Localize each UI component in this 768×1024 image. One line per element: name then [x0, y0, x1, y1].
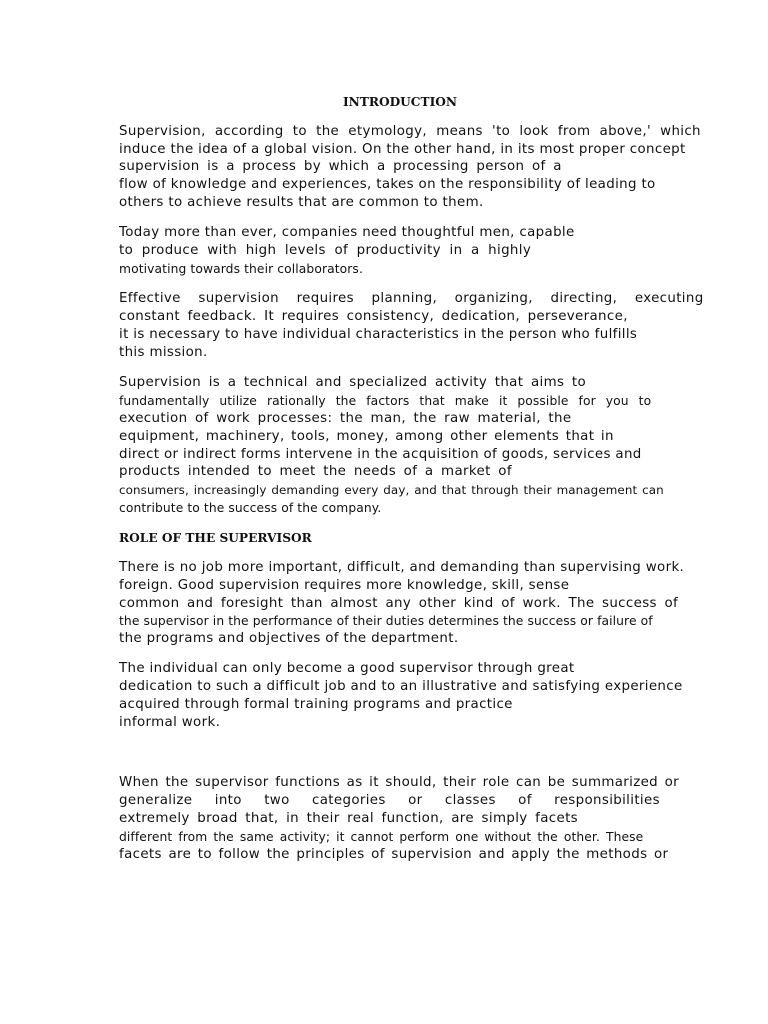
text-line: Effective supervision requires planning, organizing, directing, executing [119, 291, 704, 306]
heading-introduction: INTRODUCTION [342, 95, 458, 109]
text-line: this mission. [119, 345, 208, 360]
word: categories [312, 793, 386, 808]
word: above,' [599, 124, 651, 139]
word: etymology, [348, 124, 428, 139]
text-line: products intended to meet the needs of a market of [119, 464, 512, 479]
text-line: When the supervisor functions as it should, their role can be summarized or [119, 775, 680, 790]
word: Supervision, [119, 124, 206, 139]
word: from [557, 124, 591, 139]
text-line: the programs and objectives of the department. [119, 631, 459, 646]
text-line: others to achieve results that are common to them. [119, 195, 484, 210]
word: according [214, 124, 284, 139]
text-line: common and foresight than almost any other kind of work. The success of [119, 596, 679, 611]
word: into [214, 793, 242, 808]
text-line: facets are to follow the principles of supervision and apply the methods or [119, 847, 669, 862]
word: means [436, 124, 483, 139]
text-line: acquired through formal training programs and practice [119, 697, 513, 712]
text-line: supervision is a process by which a processing person of a [119, 159, 562, 174]
word: the [316, 124, 340, 139]
text-line: flow of knowledge and experiences, takes on the responsibility of leading to [119, 177, 656, 192]
text-line: constant feedback. It requires consistency, dedication, perseverance, [119, 309, 628, 324]
text-line: execution of work processes: the man, the raw material, the [119, 411, 572, 426]
word: classes [444, 793, 496, 808]
word: 'to [492, 124, 511, 139]
text-line: motivating towards their collaborators. [119, 262, 363, 276]
text-line: There is no job more important, difficult, and demanding than supervising work. [119, 560, 685, 575]
text-line: to produce with high levels of productivity in a highly [119, 243, 532, 258]
word: which [660, 124, 701, 139]
text-line: Supervision is a technical and specialized activity that aims to [119, 375, 587, 390]
text-line: The individual can only become a good supervisor through great [119, 661, 575, 676]
text-line [119, 792, 660, 810]
text-line: dedication to such a difficult job and to an illustrative and satisfying experience [119, 679, 683, 694]
text-line: foreign. Good supervision requires more knowledge, skill, sense [119, 578, 570, 593]
text-line: informal work. [119, 715, 221, 730]
word: responsibilities [554, 793, 660, 808]
word: two [264, 793, 290, 808]
text-line: contribute to the success of the company. [119, 501, 382, 515]
text-line: equipment, machinery, tools, money, among other elements that in [119, 429, 614, 444]
text-line [119, 123, 701, 141]
text-line: fundamentally utilize rationally the factors that make it possible for you to [119, 394, 652, 408]
text-line: Today more than ever, companies need thoughtful men, capable [119, 225, 575, 240]
text-line: direct or indirect forms intervene in the acquisition of goods, services and [119, 447, 642, 462]
word: of [518, 793, 532, 808]
text-line: consumers, increasingly demanding every day, and that through their management can [119, 483, 664, 497]
word: look [519, 124, 549, 139]
text-line: extremely broad that, in their real function, are simply facets [119, 811, 578, 826]
text-line: induce the idea of a global vision. On the other hand, in its most proper concept [119, 142, 686, 157]
text-line: the supervisor in the performance of their duties determines the success or failure of [119, 614, 653, 628]
heading-role-of-supervisor: ROLE OF THE SUPERVISOR [119, 531, 312, 545]
text-line: different from the same activity; it cannot perform one without the other. These [119, 830, 644, 844]
word: to [292, 124, 307, 139]
word: generalize [119, 793, 193, 808]
text-line: it is necessary to have individual characteristics in the person who fulfills [119, 327, 638, 342]
word: or [408, 793, 423, 808]
